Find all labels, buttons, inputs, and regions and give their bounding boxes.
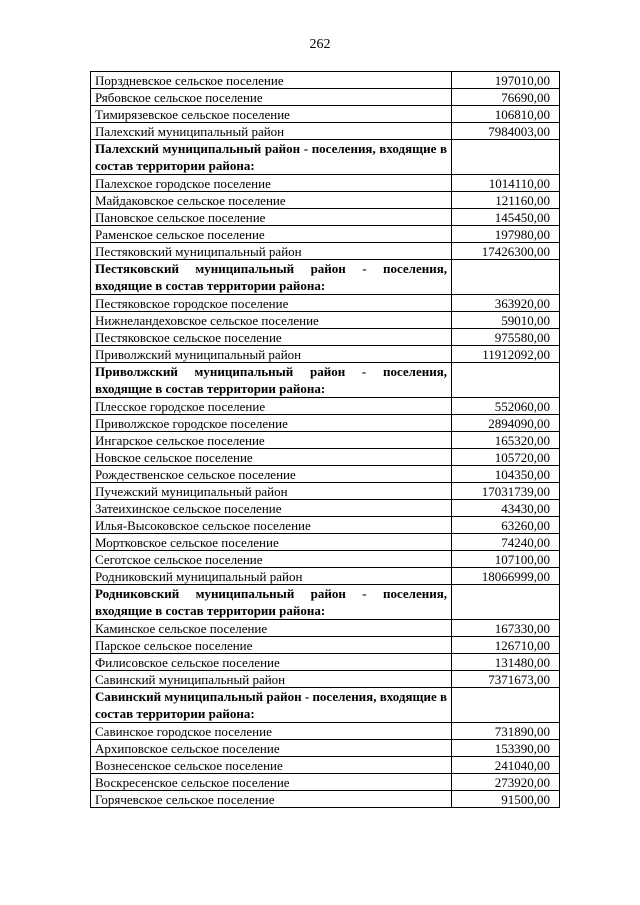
- table-row: [91, 791, 560, 808]
- allocation-table: [90, 71, 560, 808]
- amount-cell: 121160,00: [452, 192, 560, 209]
- amount-cell: 731890,00: [452, 723, 560, 740]
- table-row: [91, 295, 560, 312]
- settlement-name-cell: Архиповское сельское поселение: [91, 740, 452, 757]
- amount-cell: [452, 260, 560, 295]
- settlement-name-cell: Каминское сельское поселение: [91, 620, 452, 637]
- table-row: [91, 449, 560, 466]
- table-row: [91, 620, 560, 637]
- settlement-name-cell: Приволжское городское поселение: [91, 415, 452, 432]
- table-row: [91, 568, 560, 585]
- amount-cell: 273920,00: [452, 774, 560, 791]
- table-row: [91, 551, 560, 568]
- amount-cell: 363920,00: [452, 295, 560, 312]
- settlement-name-cell: Родниковский муниципальный район: [91, 568, 452, 585]
- table-row: [91, 312, 560, 329]
- settlement-name-cell: Новское сельское поселение: [91, 449, 452, 466]
- settlement-name-cell: Рождественское сельское поселение: [91, 466, 452, 483]
- amount-cell: 74240,00: [452, 534, 560, 551]
- amount-cell: 145450,00: [452, 209, 560, 226]
- amount-cell: 126710,00: [452, 637, 560, 654]
- settlement-name-cell: Мортковское сельское поселение: [91, 534, 452, 551]
- table-row: [91, 517, 560, 534]
- amount-cell: 18066999,00: [452, 568, 560, 585]
- table-row: [91, 483, 560, 500]
- settlement-name-cell: Пановское сельское поселение: [91, 209, 452, 226]
- section-header-row: [91, 688, 560, 723]
- settlement-name-cell: Плесское городское поселение: [91, 398, 452, 415]
- settlement-name-cell: Порздневское сельское поселение: [91, 72, 452, 89]
- amount-cell: 76690,00: [452, 89, 560, 106]
- settlement-name-cell: Палехский муниципальный район: [91, 123, 452, 140]
- table-row: [91, 415, 560, 432]
- settlement-name-cell: Приволжский муниципальный район: [91, 346, 452, 363]
- amount-cell: 197980,00: [452, 226, 560, 243]
- table-row: [91, 175, 560, 192]
- table-row: [91, 637, 560, 654]
- section-header-row: [91, 140, 560, 175]
- table-row: [91, 774, 560, 791]
- settlement-name-cell: Нижнеландеховское сельское поселение: [91, 312, 452, 329]
- table-row: [91, 671, 560, 688]
- table-row: [91, 346, 560, 363]
- amount-cell: 975580,00: [452, 329, 560, 346]
- table-row: [91, 398, 560, 415]
- table-row: [91, 192, 560, 209]
- settlement-name-cell: Пестяковское городское поселение: [91, 295, 452, 312]
- section-header-cell: Пестяковский муниципальный район - поселения, входящие в состав территории района:: [91, 260, 452, 295]
- table-row: [91, 226, 560, 243]
- table-row: [91, 329, 560, 346]
- amount-cell: 1014110,00: [452, 175, 560, 192]
- settlement-name-cell: Савинское городское поселение: [91, 723, 452, 740]
- settlement-name-cell: Пестяковское сельское поселение: [91, 329, 452, 346]
- settlement-name-cell: Воскресенское сельское поселение: [91, 774, 452, 791]
- settlement-name-cell: Парское сельское поселение: [91, 637, 452, 654]
- table-row: [91, 209, 560, 226]
- amount-cell: 106810,00: [452, 106, 560, 123]
- table-row: [91, 72, 560, 89]
- amount-cell: 197010,00: [452, 72, 560, 89]
- page-number: 262: [309, 37, 331, 52]
- amount-cell: [452, 688, 560, 723]
- settlement-name-cell: Рябовское сельское поселение: [91, 89, 452, 106]
- amount-cell: 107100,00: [452, 551, 560, 568]
- amount-cell: 165320,00: [452, 432, 560, 449]
- settlement-name-cell: Илья-Высоковское сельское поселение: [91, 517, 452, 534]
- amount-cell: 91500,00: [452, 791, 560, 808]
- settlement-name-cell: Филисовское сельское поселение: [91, 654, 452, 671]
- amount-cell: 131480,00: [452, 654, 560, 671]
- settlement-name-cell: Майдаковское сельское поселение: [91, 192, 452, 209]
- table-row: [91, 757, 560, 774]
- amount-cell: [452, 585, 560, 620]
- table-row: [91, 654, 560, 671]
- section-header-cell: Савинский муниципальный район - поселения, входящие в состав территории района:: [91, 688, 452, 723]
- settlement-name-cell: Сеготское сельское поселение: [91, 551, 452, 568]
- table-row: [91, 723, 560, 740]
- amount-cell: 7371673,00: [452, 671, 560, 688]
- amount-cell: 552060,00: [452, 398, 560, 415]
- amount-cell: 11912092,00: [452, 346, 560, 363]
- table-row: [91, 243, 560, 260]
- table-row: [91, 466, 560, 483]
- allocation-table-body: [91, 72, 560, 808]
- settlement-name-cell: Затеихинское сельское поселение: [91, 500, 452, 517]
- section-header-cell: Палехский муниципальный район - поселения, входящие в состав территории района:: [91, 140, 452, 175]
- table-row: [91, 500, 560, 517]
- section-header-row: [91, 363, 560, 398]
- amount-cell: 43430,00: [452, 500, 560, 517]
- settlement-name-cell: Горячевское сельское поселение: [91, 791, 452, 808]
- amount-cell: 2894090,00: [452, 415, 560, 432]
- amount-cell: 241040,00: [452, 757, 560, 774]
- amount-cell: [452, 140, 560, 175]
- section-header-cell: Родниковский муниципальный район - поселения, входящие в состав территории района:: [91, 585, 452, 620]
- amount-cell: 104350,00: [452, 466, 560, 483]
- settlement-name-cell: Палехское городское поселение: [91, 175, 452, 192]
- settlement-name-cell: Ингарское сельское поселение: [91, 432, 452, 449]
- amount-cell: 105720,00: [452, 449, 560, 466]
- amount-cell: [452, 363, 560, 398]
- table-row: [91, 534, 560, 551]
- table-row: [91, 432, 560, 449]
- amount-cell: 153390,00: [452, 740, 560, 757]
- table-row: [91, 123, 560, 140]
- settlement-name-cell: Пестяковский муниципальный район: [91, 243, 452, 260]
- settlement-name-cell: Вознесенское сельское поселение: [91, 757, 452, 774]
- amount-cell: 59010,00: [452, 312, 560, 329]
- amount-cell: 63260,00: [452, 517, 560, 534]
- settlement-name-cell: Раменское сельское поселение: [91, 226, 452, 243]
- table-row: [91, 106, 560, 123]
- section-header-row: [91, 585, 560, 620]
- table-row: [91, 89, 560, 106]
- section-header-row: [91, 260, 560, 295]
- settlement-name-cell: Савинский муниципальный район: [91, 671, 452, 688]
- amount-cell: 17031739,00: [452, 483, 560, 500]
- settlement-name-cell: Тимирязевское сельское поселение: [91, 106, 452, 123]
- settlement-name-cell: Пучежский муниципальный район: [91, 483, 452, 500]
- amount-cell: 7984003,00: [452, 123, 560, 140]
- amount-cell: 167330,00: [452, 620, 560, 637]
- section-header-cell: Приволжский муниципальный район - поселения, входящие в состав территории района:: [91, 363, 452, 398]
- amount-cell: 17426300,00: [452, 243, 560, 260]
- table-row: [91, 740, 560, 757]
